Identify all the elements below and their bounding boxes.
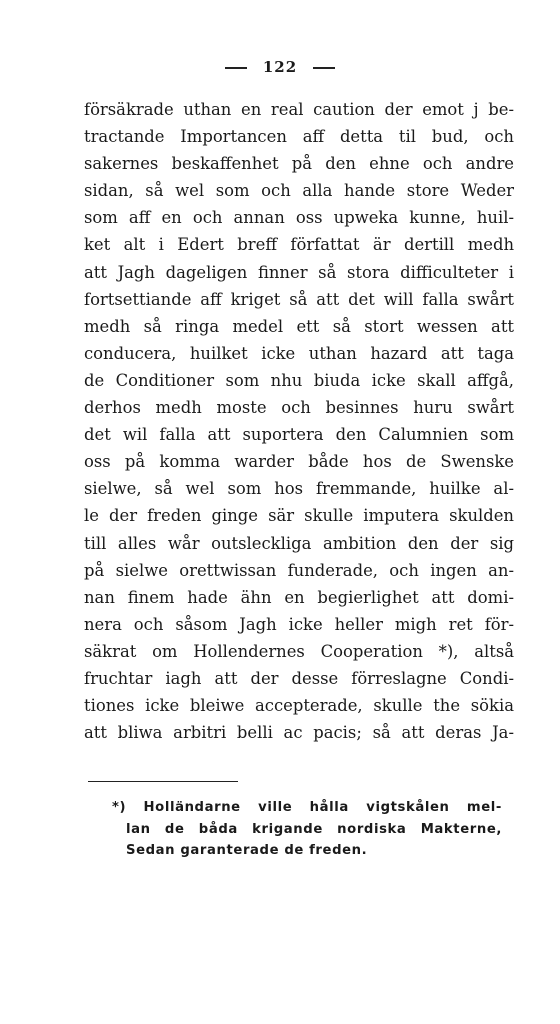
page-header [0,58,560,76]
body-line: de Conditioner som nhu biuda icke skall affgå, [84,370,514,390]
footnote [112,797,502,862]
footnote-rule [88,781,238,782]
body-line: sielwe, så wel som hos fremmande, huilke al- [84,479,514,499]
body-line: ket alt i Edert breff författat är dertill medh [84,235,514,255]
body-line: till alles wår outsleckliga ambition den der sig [84,533,514,553]
body-line: conducera, huilket icke uthan hazard att taga [84,343,514,363]
footnote-marker: *) [112,800,127,815]
body-line: det wil falla att suportera den Calumnien som [84,425,514,445]
body-line: fortsettiande aff kriget så att det will falla swårt [84,289,514,309]
body-line: försäkrade uthan en real caution der emot j be- [84,100,514,119]
footnote-line [112,797,502,819]
body-line: att bliwa arbitri belli ac pacis; så att deras Ja- [84,723,514,743]
body-line: tiones icke bleiwe accepterade, skulle the sökia [84,696,514,716]
body-text [84,96,514,746]
body-line: sidan, så wel som och alla hande store Weder [84,181,514,201]
header-dash-left [225,67,247,69]
body-line: att Jagh dageligen finner så stora difficulteter i [84,262,514,282]
footnote-line: lan de båda krigande nordiska Makterne, [126,821,502,837]
body-line: som aff en och annan oss upweka kunne, huil- [84,208,514,228]
footnote-line: Sedan garanterade de freden. [126,843,368,858]
body-line: nera och såsom Jagh icke heller migh ret för- [84,614,514,634]
body-line: tractande Importancen aff detta til bud, och [84,127,514,147]
page-number: 122 [262,58,298,76]
body-line: oss på komma warder både hos de Swenske [84,452,514,472]
footnote-text: Holländarne ville hålla vigtskålen mel- [143,800,502,815]
body-line: medh så ringa medel ett så stort wessen att [84,316,514,336]
body-line: sakernes beskaffenhet på den ehne och andre [84,154,514,174]
body-line: nan finem hade ähn en begierlighet att domi- [84,587,514,607]
header-dash-right [313,67,335,69]
body-line: säkrat om Hollendernes Cooperation *), altså [84,641,514,661]
body-line: le der freden ginge sär skulle imputera skulden [84,506,514,526]
body-line: fruchtar iagh att der desse förreslagne Condi- [84,668,514,688]
body-line: på sielwe orettwissan funderade, och ingen an- [84,560,514,580]
body-line: derhos medh moste och besinnes huru swårt [84,398,514,418]
